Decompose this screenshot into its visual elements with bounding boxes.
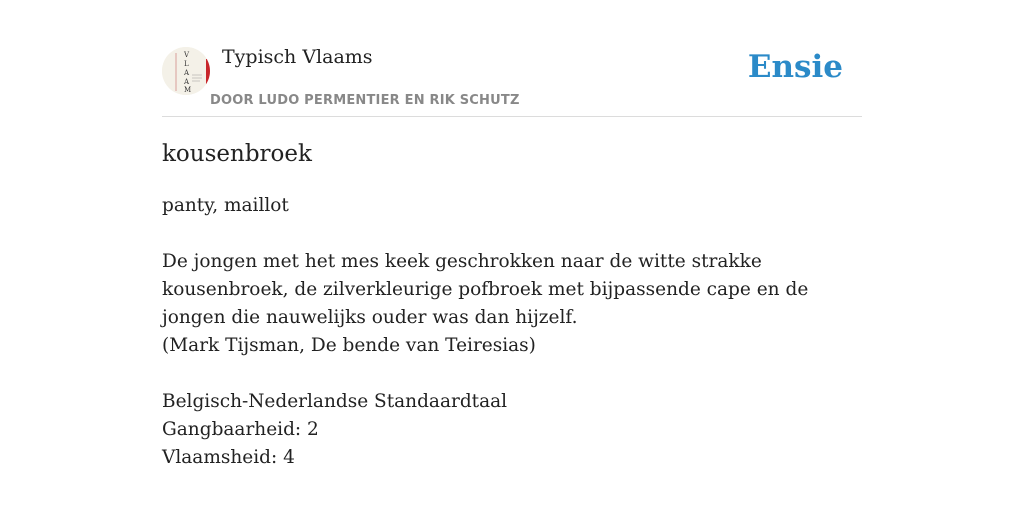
entry-definition: panty, maillot — [162, 195, 289, 216]
entry-language: Belgisch-Nederlandse Standaardtaal — [162, 391, 508, 412]
svg-text:L: L — [184, 60, 189, 68]
svg-text:A: A — [184, 78, 190, 86]
book-authors: DOOR LUDO PERMENTIER EN RIK SCHUTZ — [210, 93, 520, 108]
book-cover-icon — [162, 47, 210, 95]
svg-text:A: A — [184, 69, 190, 77]
paragraph-spacer — [162, 360, 862, 388]
entry-vlaamsheid: Vlaamsheid: 4 — [162, 447, 295, 468]
entry-word: kousenbroek — [162, 141, 312, 167]
paragraph-spacer — [162, 220, 862, 248]
entry-card — [162, 0, 862, 468]
entry-source: (Mark Tijsman, De bende van Teiresias) — [162, 335, 536, 356]
entry-gangbaarheid: Gangbaarheid: 2 — [162, 419, 319, 440]
svg-text:V: V — [184, 51, 190, 59]
entry-example: De jongen met het mes keek geschrokken naar de witte strakke kousenbroek, de zilverkleurige pofbroek met bijpassende cape en de jongen die nauwelijks ouder was dan hijzelf. — [162, 251, 809, 328]
book-cover-avatar[interactable] — [162, 47, 210, 95]
book-title[interactable]: Typisch Vlaams — [222, 46, 373, 68]
entry-header — [162, 0, 862, 117]
ensie-logo-link[interactable]: Ensie — [747, 49, 843, 85]
entry-body — [162, 192, 862, 472]
svg-text:M: M — [184, 86, 192, 94]
